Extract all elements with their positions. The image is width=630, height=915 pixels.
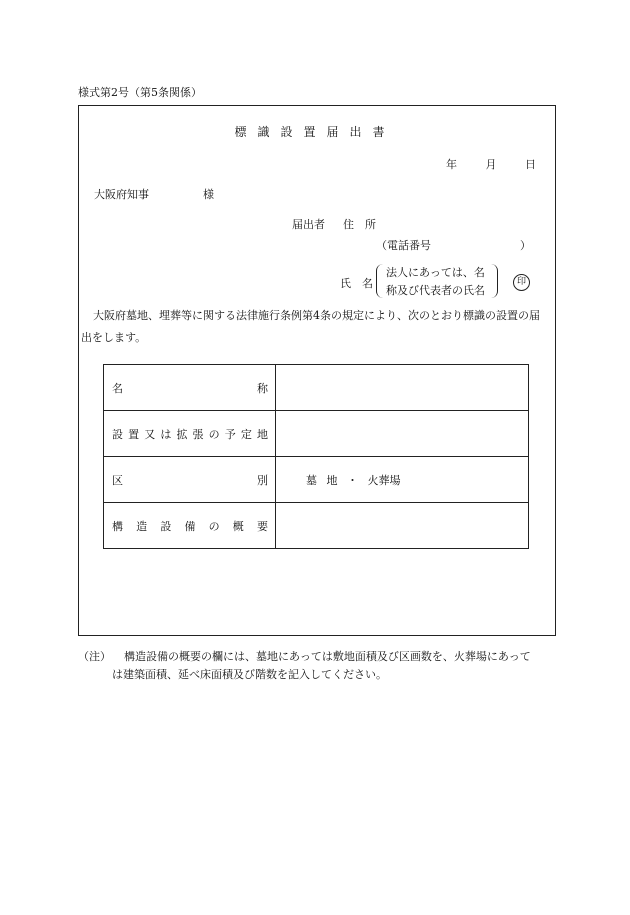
label-char: 要	[256, 519, 268, 533]
label-char: 設	[160, 519, 172, 533]
phone-close-paren: ）	[520, 239, 531, 252]
address-label: 住 所	[343, 218, 376, 231]
row-label-text	[104, 518, 275, 534]
date-line	[430, 156, 536, 172]
date-month: 月	[485, 158, 497, 171]
structure-value-cell[interactable]	[276, 503, 529, 549]
form-number-label: 様式第2号（第5条関係）	[78, 86, 202, 99]
phone-label: （電話番号	[376, 239, 431, 252]
row-label-text	[104, 426, 275, 442]
row-label	[104, 365, 276, 411]
row-label-text	[104, 380, 275, 396]
row-label	[104, 457, 276, 503]
label-char: 称	[257, 381, 268, 395]
location-value-cell[interactable]	[276, 411, 529, 457]
label-char: 名	[112, 381, 123, 395]
addressee: 大阪府知事	[94, 188, 149, 201]
name-label: 氏 名	[340, 277, 373, 290]
note-line1: 構造設備の概要の欄には、墓地にあっては敷地面積及び区画数を、火葬場にあって	[124, 650, 531, 663]
info-table	[103, 364, 529, 549]
label-char: 又	[144, 427, 156, 441]
date-year: 年	[446, 158, 457, 171]
label-char: の	[208, 427, 220, 441]
label-char: 張	[192, 427, 204, 441]
category-value-cell[interactable]: 墓 地 ・ 火葬場	[276, 457, 529, 503]
name-value-cell[interactable]	[276, 365, 529, 411]
body-text: 大阪府墓地、埋葬等に関する法律施行条例第4条の規定により、次のとおり標識の設置の届出をします。	[81, 309, 540, 344]
table-row	[104, 457, 529, 503]
table-row	[104, 411, 529, 457]
label-char: 造	[136, 519, 148, 533]
date-day: 日	[525, 158, 536, 171]
label-char: 拡	[176, 427, 188, 441]
label-char: 別	[257, 473, 268, 487]
note-prefix: （注）	[78, 650, 111, 663]
label-char: 設	[112, 427, 123, 441]
label-char: 構	[112, 519, 123, 533]
seal-icon: 印	[513, 274, 530, 291]
label-char: 区	[112, 473, 123, 487]
row-label	[104, 411, 276, 457]
addressee-honorific: 様	[203, 188, 214, 201]
reporter-label: 届出者	[292, 218, 325, 231]
label-char: 概	[232, 519, 244, 533]
label-char: は	[160, 427, 172, 441]
note-line2: は建築面積、延べ床面積及び階数を記入してください。	[112, 668, 387, 681]
name-note-line2: 称及び代表者の氏名	[386, 284, 485, 297]
label-char: 定	[240, 427, 252, 441]
document-title: 標識設置届出書	[234, 125, 396, 139]
label-char: 置	[128, 427, 140, 441]
label-char: 地	[256, 427, 268, 441]
label-char: 予	[224, 427, 236, 441]
table-row	[104, 503, 529, 549]
name-note-line1: 法人にあっては、名	[386, 266, 485, 279]
label-char: 備	[184, 519, 196, 533]
row-label	[104, 503, 276, 549]
row-label-text	[104, 472, 275, 488]
table-row	[104, 365, 529, 411]
label-char: の	[208, 519, 220, 533]
